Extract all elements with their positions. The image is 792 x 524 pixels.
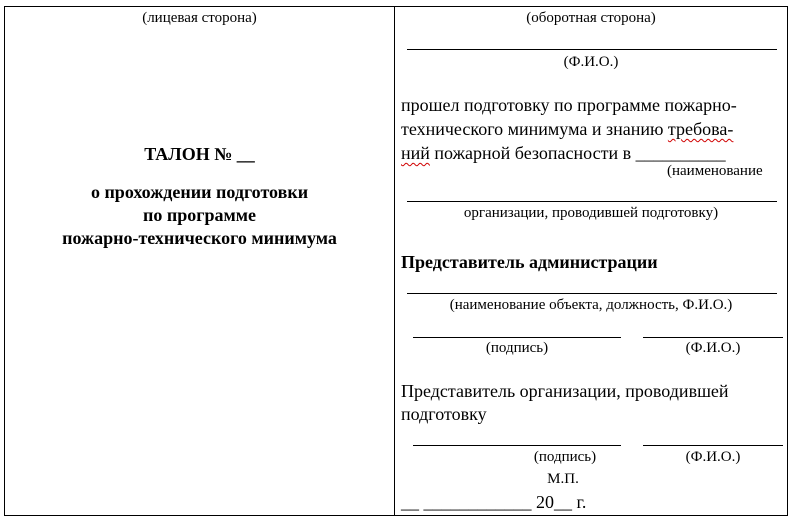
stamp-label: М.П. [547,471,579,487]
back-side-label: (оборотная сторона) [526,10,656,26]
body-text-line-2-underlined: требова- [667,119,734,139]
naimenovanie-caption: (наименование [667,163,763,179]
front-side-label: (лицевая сторона) [142,10,257,26]
admin-fio-caption: (Ф.И.О.) [685,340,741,356]
org-signature-caption: (подпись) [533,449,597,465]
body-text-line-2 [401,120,733,138]
body-text-line-3 [401,144,726,162]
talon-title: ТАЛОН № __ [144,144,255,164]
org-representative-line-1: Представитель организации, проводившей [401,381,729,401]
body-text-line-2-main: технического минимума и знанию [401,119,668,139]
org-fio-line [643,445,783,446]
organization-caption: организации, проводившей подготовку) [463,205,719,221]
admin-caption: (наименование объекта, должность, Ф.И.О.) [449,297,733,313]
admin-blank-line [407,293,777,294]
talon-subtitle-line-2: по программе [143,205,256,225]
admin-fio-line [643,337,783,338]
org-representative-line-2: подготовку [401,404,487,424]
talon-form [4,6,788,516]
admin-signature-caption: (подпись) [485,340,549,356]
org-signature-line [413,445,621,446]
panel-divider [394,7,395,515]
talon-subtitle-line-1: о прохождении подготовки [90,182,309,202]
body-text-line-3-main: пожарной безопасности в __________ [429,143,726,163]
fio-blank-line [407,49,777,50]
date-line: __ ____________ 20__ г. [401,492,587,512]
body-text-line-3-underlined: ний [401,143,430,163]
org-fio-caption: (Ф.И.О.) [685,449,741,465]
admin-representative-heading: Представитель администрации [401,252,658,272]
talon-subtitle-line-3: пожарно-технического минимума [62,228,337,248]
body-text-line-1: прошел подготовку по программе пожарно- [401,95,737,115]
fio-caption: (Ф.И.О.) [563,54,619,70]
organization-blank-line [407,201,777,202]
admin-signature-line [413,337,621,338]
